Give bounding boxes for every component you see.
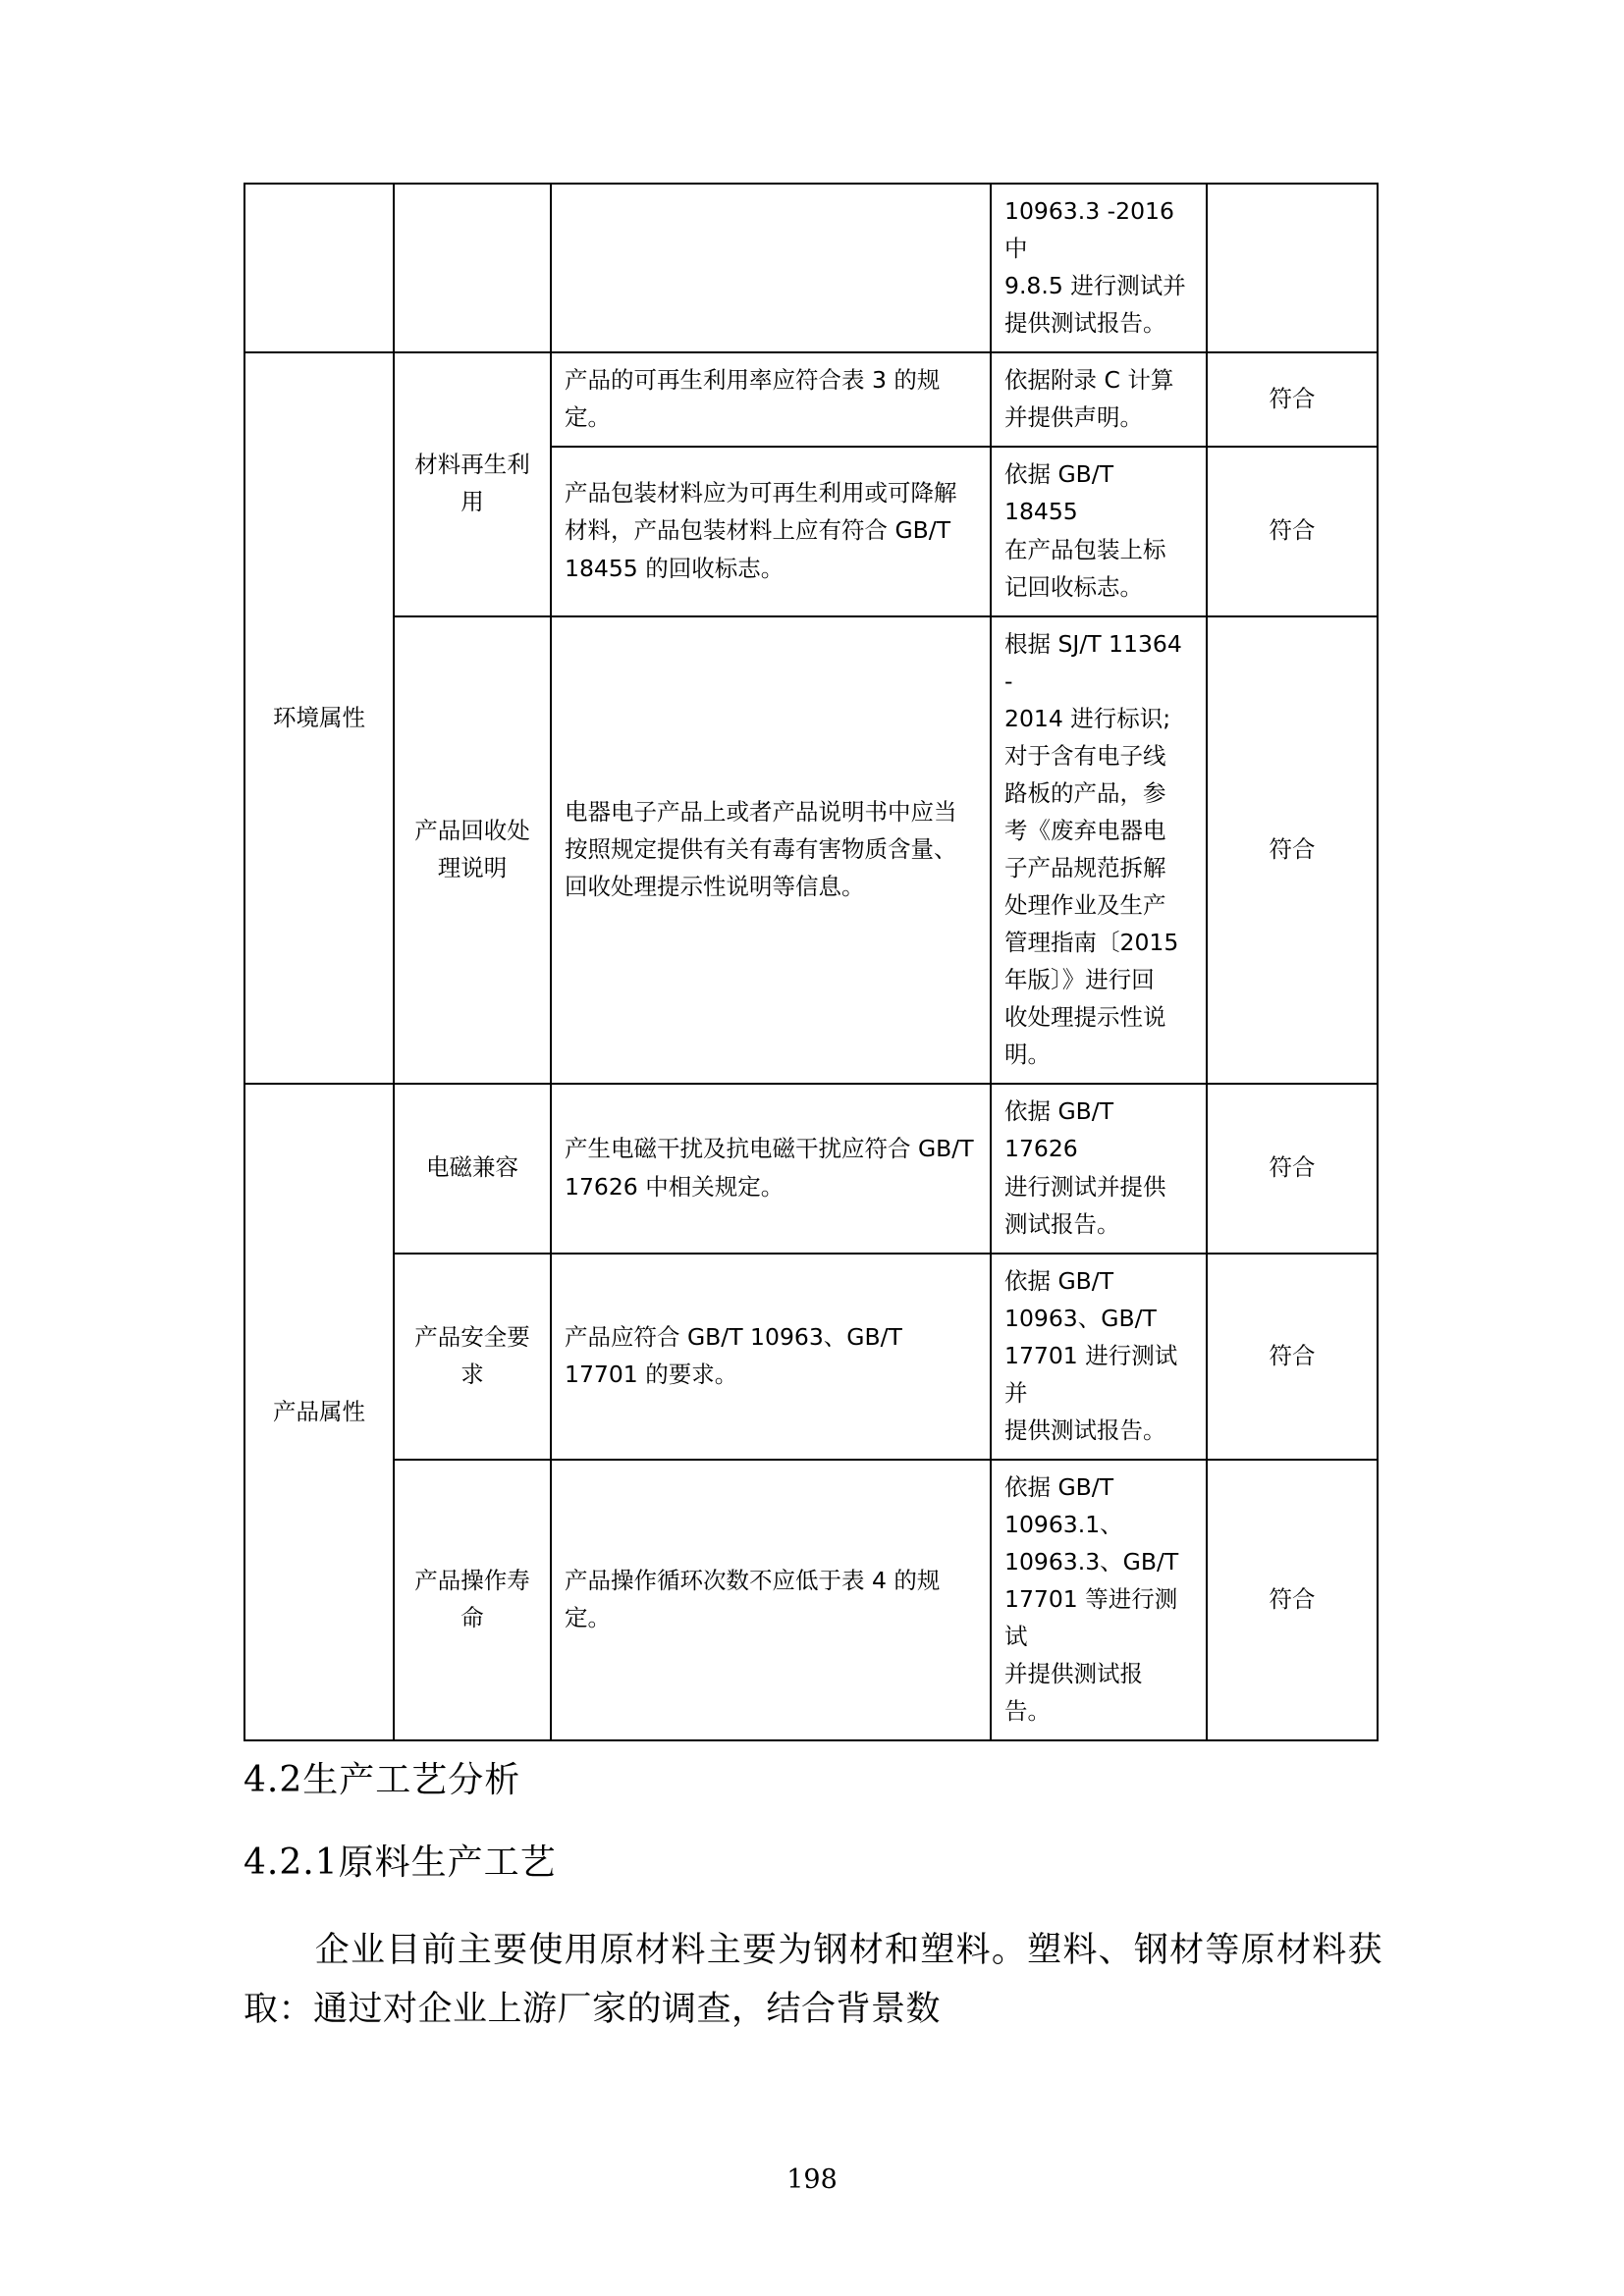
method-line: 10963、GB/T (1004, 1304, 1157, 1332)
cell-subcategory-recycling-instructions: 产品回收处理说明 (394, 616, 551, 1085)
cell-category-continued (244, 184, 394, 352)
table-row (244, 352, 1378, 447)
paragraph-text: 企业目前主要使用原材料主要为钢材和塑料。塑料、钢材等原材料获取：通过对企业上游厂家的调查，结合背景数 (244, 1930, 1382, 2029)
method-line: 提供测试报告。 (1004, 309, 1166, 338)
cell-category-environmental: 环境属性 (244, 352, 394, 1084)
document-body (244, 1762, 1382, 2039)
method-line: 依据 GB/T 18455 (1004, 460, 1114, 526)
method-line: 2014 进行标识; (1004, 704, 1171, 732)
heading-4-2-1: 4.2.1原料生产工艺 (244, 1842, 557, 1883)
body-paragraph (244, 1921, 1382, 2039)
cell-requirement: 产品的可再生利用率应符合表 3 的规定。 (551, 352, 991, 447)
method-line: 进行测试并提供 (1004, 1172, 1166, 1201)
cell-category-product: 产品属性 (244, 1084, 394, 1740)
cell-result: 符合 (1207, 447, 1378, 615)
cell-result: 符合 (1207, 1460, 1378, 1740)
table-row (244, 1460, 1378, 1740)
cell-requirement: 产品应符合 GB/T 10963、GB/T 17701 的要求。 (551, 1254, 991, 1460)
method-line: 管理指南〔2015 (1004, 929, 1179, 957)
table-row (244, 1254, 1378, 1460)
method-line: 子产品规范拆解 (1004, 854, 1166, 881)
cell-subcategory-continued (394, 184, 551, 352)
cell-requirement: 产生电磁干扰及抗电磁干扰应符合 GB/T 17626 中相关规定。 (551, 1084, 991, 1253)
method-line: 路板的产品，参 (1004, 778, 1166, 807)
method-line: 并提供测试报 (1004, 1660, 1143, 1688)
cell-subcategory-material-recycling: 材料再生利用 (394, 352, 551, 615)
cell-result: 符合 (1207, 1254, 1378, 1460)
page-number-footer: 198 (786, 2164, 838, 2195)
method-line: 10963.1、 (1004, 1511, 1123, 1538)
method-line: 17701 等进行测试 (1004, 1585, 1178, 1651)
method-line: 17701 进行测试并 (1004, 1341, 1178, 1407)
cell-method (991, 352, 1207, 447)
method-line: 收处理提示性说 (1004, 1003, 1166, 1032)
cell-subcategory-product-safety (394, 1254, 551, 1460)
cell-subcategory-emc: 电磁兼容 (394, 1084, 551, 1253)
table-container (244, 183, 1377, 1741)
method-line: 依据 GB/T (1004, 1266, 1114, 1295)
table-row (244, 616, 1378, 1085)
cell-method-continued (991, 184, 1207, 352)
method-line: 测试报告。 (1004, 1209, 1120, 1238)
cell-method (991, 1084, 1207, 1253)
subcategory-line: 产品安全要求 (414, 1322, 530, 1388)
method-line: 并提供声明。 (1004, 403, 1143, 432)
cell-result-continued (1207, 184, 1378, 352)
method-line: 9.8.5 进行测试并 (1004, 272, 1186, 300)
cell-method (991, 616, 1207, 1085)
heading-4-2: 4.2生产工艺分析 (244, 1760, 521, 1800)
table-row (244, 184, 1378, 352)
method-line: 依据 GB/T (1004, 1472, 1114, 1501)
cell-requirement-continued (551, 184, 991, 352)
cell-requirement: 电器电子产品上或者产品说明书中应当按照规定提供有关有毒有害物质含量、回收处理提示性说明等信息。 (551, 616, 991, 1085)
method-line: 依据附录 C 计算 (1004, 366, 1174, 395)
cell-result: 符合 (1207, 616, 1378, 1085)
cell-subcategory-operating-life: 产品操作寿命 (394, 1460, 551, 1740)
method-line: 10963.3、GB/T (1004, 1548, 1179, 1576)
method-line: 告。 (1004, 1697, 1051, 1726)
cell-method (991, 1460, 1207, 1740)
method-line: 年版〕》进行回 (1004, 966, 1155, 994)
method-line: 在产品包装上标 (1004, 535, 1166, 563)
cell-result: 符合 (1207, 352, 1378, 447)
cell-method (991, 447, 1207, 615)
cell-method (991, 1254, 1207, 1460)
method-line: 提供测试报告。 (1004, 1415, 1166, 1444)
method-line: 10963.3 -2016 中 (1004, 197, 1174, 263)
method-line: 考《废弃电器电 (1004, 816, 1166, 844)
requirements-compliance-table (244, 183, 1379, 1741)
method-line: 依据 GB/T 17626 (1004, 1097, 1114, 1163)
method-line: 明。 (1004, 1041, 1051, 1069)
method-line: 记回收标志。 (1004, 572, 1143, 601)
method-line: 处理作业及生产 (1004, 891, 1166, 920)
table-row (244, 1084, 1378, 1253)
cell-requirement: 产品操作循环次数不应低于表 4 的规定。 (551, 1460, 991, 1740)
cell-result: 符合 (1207, 1084, 1378, 1253)
cell-requirement: 产品包装材料应为可再生利用或可降解材料，产品包装材料上应有符合 GB/T 18455 的回收标志。 (551, 447, 991, 615)
method-line: 对于含有电子线 (1004, 741, 1166, 770)
method-line: 根据 SJ/T 11364 - (1004, 629, 1182, 695)
